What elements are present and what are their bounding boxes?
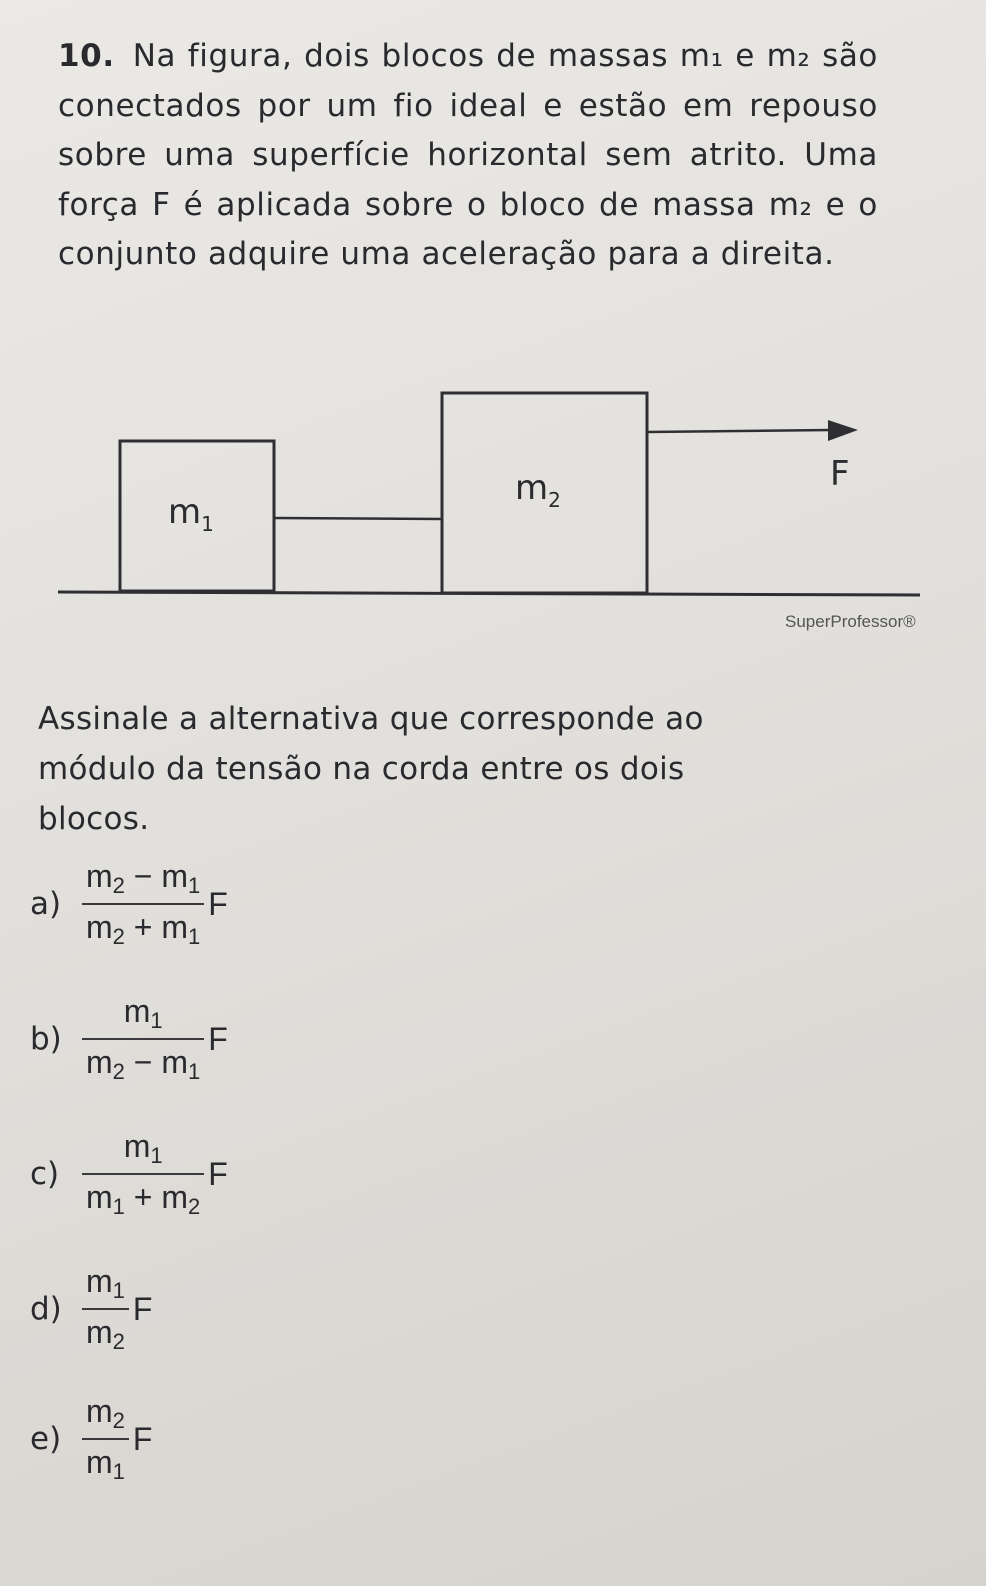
blocks-diagram bbox=[0, 380, 986, 650]
mass-symbol: m bbox=[161, 858, 189, 894]
option-d[interactable] bbox=[30, 1265, 152, 1353]
denominator bbox=[82, 1038, 204, 1083]
subscript: 1 bbox=[188, 924, 201, 949]
subscript: 1 bbox=[112, 1459, 125, 1484]
fraction bbox=[82, 1265, 129, 1353]
subscript: 2 bbox=[112, 1329, 125, 1354]
numerator bbox=[120, 1130, 167, 1173]
subscript: 1 bbox=[112, 1278, 125, 1303]
denominator bbox=[82, 903, 204, 948]
denominator bbox=[82, 1308, 129, 1353]
option-letter: e) bbox=[30, 1421, 62, 1457]
figure-credit: SuperProfessor® bbox=[785, 612, 916, 631]
force-arrow-head bbox=[828, 420, 858, 441]
mass-symbol: m bbox=[123, 993, 151, 1029]
numerator bbox=[82, 1395, 129, 1438]
subscript: 2 bbox=[188, 1194, 201, 1219]
physics-figure bbox=[0, 380, 986, 650]
block-m1-label: $m_1$ bbox=[168, 492, 214, 536]
mass-symbol: m bbox=[123, 1128, 151, 1164]
mass-symbol: m bbox=[86, 1179, 113, 1215]
numerator bbox=[82, 1265, 129, 1308]
string bbox=[274, 518, 442, 519]
option-c[interactable] bbox=[30, 1130, 228, 1218]
mass-symbol: m bbox=[86, 1263, 113, 1299]
mass-symbol: m bbox=[86, 1314, 113, 1350]
option-letter: b) bbox=[30, 1021, 62, 1057]
subscript: 2 bbox=[112, 924, 125, 949]
prompt-block bbox=[38, 694, 798, 844]
prompt-text: Assinale a alternativa que corresponde ao módulo da tensão na corda entre os dois blocos. bbox=[38, 701, 704, 837]
force-arrow-shaft bbox=[647, 430, 832, 432]
mass-symbol: m bbox=[86, 1044, 113, 1080]
fraction bbox=[82, 1130, 204, 1218]
subscript: 1 bbox=[112, 1194, 125, 1219]
mass-symbol: m bbox=[86, 858, 113, 894]
option-letter: c) bbox=[30, 1156, 60, 1192]
denominator bbox=[82, 1438, 129, 1483]
option-letter: d) bbox=[30, 1291, 62, 1327]
force-variable: F bbox=[132, 1420, 153, 1457]
option-a[interactable] bbox=[30, 860, 228, 948]
force-label: F bbox=[830, 454, 850, 494]
option-b[interactable] bbox=[30, 995, 228, 1083]
mass-symbol: m bbox=[86, 909, 113, 945]
mass-symbol: m bbox=[86, 1444, 113, 1480]
force-variable: F bbox=[208, 1155, 228, 1192]
mass-symbol: m bbox=[161, 1044, 189, 1080]
subscript: 2 bbox=[112, 873, 125, 898]
fraction bbox=[82, 995, 204, 1083]
subscript: 1 bbox=[188, 1059, 201, 1084]
operator: + bbox=[124, 909, 162, 945]
mass-symbol: m bbox=[161, 909, 189, 945]
fraction bbox=[82, 1395, 129, 1483]
denominator bbox=[82, 1173, 204, 1218]
mass-symbol: m bbox=[161, 1179, 189, 1215]
numerator bbox=[120, 995, 167, 1038]
subscript: 1 bbox=[150, 1143, 163, 1168]
option-letter: a) bbox=[30, 886, 62, 922]
question-number: 10. bbox=[58, 38, 115, 74]
block-m2-label: $m_2$ bbox=[515, 468, 561, 512]
option-e[interactable] bbox=[30, 1395, 152, 1483]
numerator bbox=[82, 860, 204, 903]
operator: − bbox=[124, 858, 162, 894]
operator: − bbox=[124, 1044, 162, 1080]
mass-symbol: m bbox=[86, 1393, 113, 1429]
subscript: 1 bbox=[150, 1008, 163, 1033]
force-variable: F bbox=[208, 885, 228, 922]
force-variable: F bbox=[132, 1290, 153, 1327]
subscript: 1 bbox=[188, 873, 201, 898]
question-block bbox=[58, 32, 878, 280]
question-text bbox=[58, 32, 878, 280]
operator: + bbox=[124, 1179, 162, 1215]
question-body: Na figura, dois blocos de massas m₁ e m₂ são conectados por um fio ideal e estão em repouso sobre uma superfície horizontal sem atrito. Uma força F é aplicada sobre o bloco de massa m₂ e o conjunto adquire uma aceleração para a direita. bbox=[58, 38, 878, 272]
force-variable: F bbox=[208, 1020, 228, 1057]
subscript: 2 bbox=[112, 1059, 125, 1084]
subscript: 2 bbox=[112, 1408, 125, 1433]
fraction bbox=[82, 860, 204, 948]
